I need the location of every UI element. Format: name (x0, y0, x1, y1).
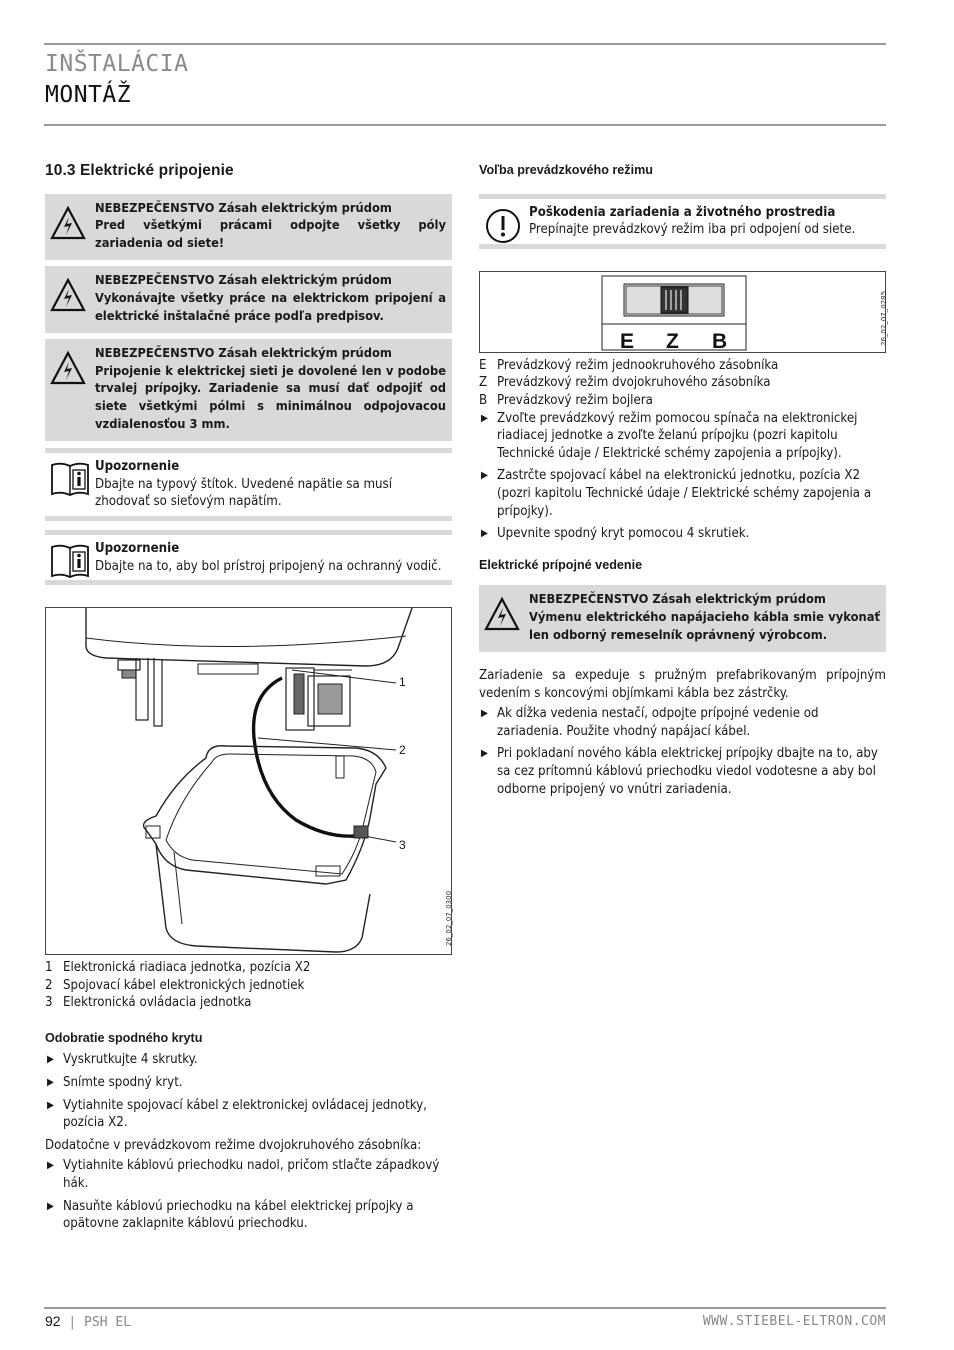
cable-heading: Elektrické prípojné vedenie (479, 557, 643, 572)
caution-icon (484, 207, 522, 245)
info-book-icon (50, 461, 90, 497)
step-item: ▶ Upevnite spodný kryt pomocou 4 skrutiek. (479, 525, 886, 543)
notice-box (45, 530, 452, 585)
extra-steps (45, 1157, 452, 1232)
callout-1: 1 (399, 675, 406, 690)
electric-hazard-icon (484, 597, 520, 631)
mode-switch-drawing (480, 272, 885, 352)
header-rule-bottom (44, 124, 886, 126)
legend-item: 1 Elektronická riadiaca jednotka, pozícia X2 (45, 960, 311, 976)
switch-label-z: Z (666, 329, 679, 353)
callout-3: 3 (399, 838, 406, 853)
notice-text: Dbajte na typový štítok. Uvedené napätie sa musí zhodovať so sieťovým napätím. (95, 476, 393, 510)
info-book-icon (50, 543, 90, 579)
danger-title: NEBEZPEČENSTVO Zásah elektrickým prúdom (95, 346, 392, 362)
danger-title: NEBEZPEČENSTVO Zásah elektrickým prúdom (95, 200, 392, 216)
notice-text: Dbajte na to, aby bol prístroj pripojený na ochranný vodič. (95, 558, 442, 574)
danger-box (479, 585, 886, 652)
danger-box (45, 266, 452, 333)
electric-hazard-icon (50, 278, 86, 312)
extra-text: Dodatočne v prevádzkovom režime dvojokruhového zásobníka: (45, 1137, 422, 1153)
notice-box (45, 448, 452, 521)
notice-title: Upozornenie (95, 540, 180, 556)
step-item: ▶ Pri pokladaní nového kábla elektrickej prípojky dbajte na to, aby sa cez prítomnú káblovú priechodku viedol vodotesne a aby bol odborne pripojený vo vnútri zariadenia. (479, 745, 886, 798)
caution-title: Poškodenia zariadenia a životného prostredia (529, 204, 836, 220)
product-name: | PSH EL (68, 1315, 132, 1330)
caution-text: Prepínajte prevádzkový režim iba pri odpojení od siete. (529, 222, 856, 238)
switch-label-e: E (620, 329, 635, 353)
danger-title: NEBEZPEČENSTVO Zásah elektrickým prúdom (95, 273, 392, 289)
legend-item: 3 Elektronická ovládacia jednotka (45, 995, 252, 1011)
installation-figure (45, 607, 452, 955)
section-title: INŠTALÁCIA (45, 51, 189, 77)
danger-text: Pred všetkými prácami odpojte všetky póly zariadenia od siete! (95, 218, 446, 251)
footer-left (45, 1313, 131, 1332)
danger-title: NEBEZPEČENSTVO Zásah elektrickým prúdom (529, 592, 826, 608)
installation-drawing (46, 608, 451, 954)
mode-steps (479, 410, 886, 543)
header-rule-top (44, 43, 886, 45)
cable-steps (479, 705, 886, 798)
legend-item: Z Prevádzkový režim dvojokruhového zásobníka (479, 375, 771, 391)
figure-code: 26_02_07_0285 (880, 290, 888, 346)
notice-title: Upozornenie (95, 459, 180, 475)
page-number: 92 (45, 1313, 61, 1329)
danger-text: Výmenu elektrického napájacieho kábla smie vykonať len odborný remeselník oprávnený výrobcom. (529, 609, 880, 643)
legend-item: B Prevádzkový režim bojlera (479, 392, 653, 408)
callout-2: 2 (399, 743, 406, 758)
switch-label-b: B (712, 329, 728, 353)
step-item: ▶ Zastrčte spojovací kábel na elektronickú jednotku, pozícia X2 (pozri kapitolu Technické údaje / Elektrické schémy zapojenia a prípojky). (479, 467, 886, 520)
danger-box (45, 194, 452, 261)
step-item: ▶ Zvoľte prevádzkový režim pomocou spínača na elektronickej riadiacej jednotke a zvoľte želanú prípojku (pozri kapitolu Technické údaje / Elektrické schémy zapojenia a prípojky). (479, 410, 886, 463)
step-item: ▶ Vytiahnite káblovú priechodku nadol, pričom stlačte západkový hák. (45, 1157, 452, 1192)
section-heading: 10.3 Elektrické pripojenie (45, 162, 234, 179)
step-item: ▶ Ak dĺžka vedenia nestačí, odpojte prípojné vedenie od zariadenia. Použite vhodný napájací kábel. (479, 705, 886, 740)
mode-heading: Voľba prevádzkového režimu (479, 163, 653, 177)
footer-url: WWW.STIEBEL-ELTRON.COM (702, 1314, 886, 1329)
step-item: ▶ Nasuňte káblovú priechodku na kábel elektrickej prípojky a opätovne zaklapnite káblovú priechodku. (45, 1198, 452, 1233)
step-item: ▶ Vytiahnite spojovací kábel z elektronickej ovládacej jednotky, pozícia X2. (45, 1097, 452, 1132)
page-title: MONTÁŽ (45, 82, 132, 108)
mode-switch-figure (479, 271, 886, 353)
electric-hazard-icon (50, 351, 86, 385)
mode-legend (479, 357, 886, 410)
remove-cover-heading: Odobratie spodného krytu (45, 1030, 203, 1045)
legend-item: 2 Spojovací kábel elektronických jednotiek (45, 977, 305, 993)
remove-cover-steps (45, 1051, 452, 1131)
step-item: ▶ Vyskrutkujte 4 skrutky. (45, 1051, 452, 1069)
right-column (479, 160, 886, 803)
footer-rule (44, 1307, 886, 1309)
left-column (45, 160, 452, 1238)
step-item: ▶ Snímte spodný kryt. (45, 1074, 452, 1092)
danger-text: Vykonávajte všetky práce na elektrickom pripojení a elektrické inštalačné práce podľa predpisov. (95, 290, 446, 324)
danger-text: Pripojenie k elektrickej sieti je dovolené len v podobe trvalej prípojky. Zariadenie sa musí dať odpojiť od siete všetkými pólmi s minimálnou odpojovacou vzdialenosťou 3 mm. (95, 363, 446, 432)
figure-code: 26_02_07_0300 (445, 891, 453, 947)
figure-legend (45, 959, 452, 1012)
caution-box (479, 194, 886, 249)
cable-text: Zariadenie sa expeduje s pružným prefabrikovaným prípojným vedením s koncovými objímkami kábla bez zástrčky. (479, 668, 886, 701)
danger-box (45, 339, 452, 441)
legend-item: E Prevádzkový režim jednookruhového zásobníka (479, 357, 779, 373)
electric-hazard-icon (50, 206, 86, 240)
